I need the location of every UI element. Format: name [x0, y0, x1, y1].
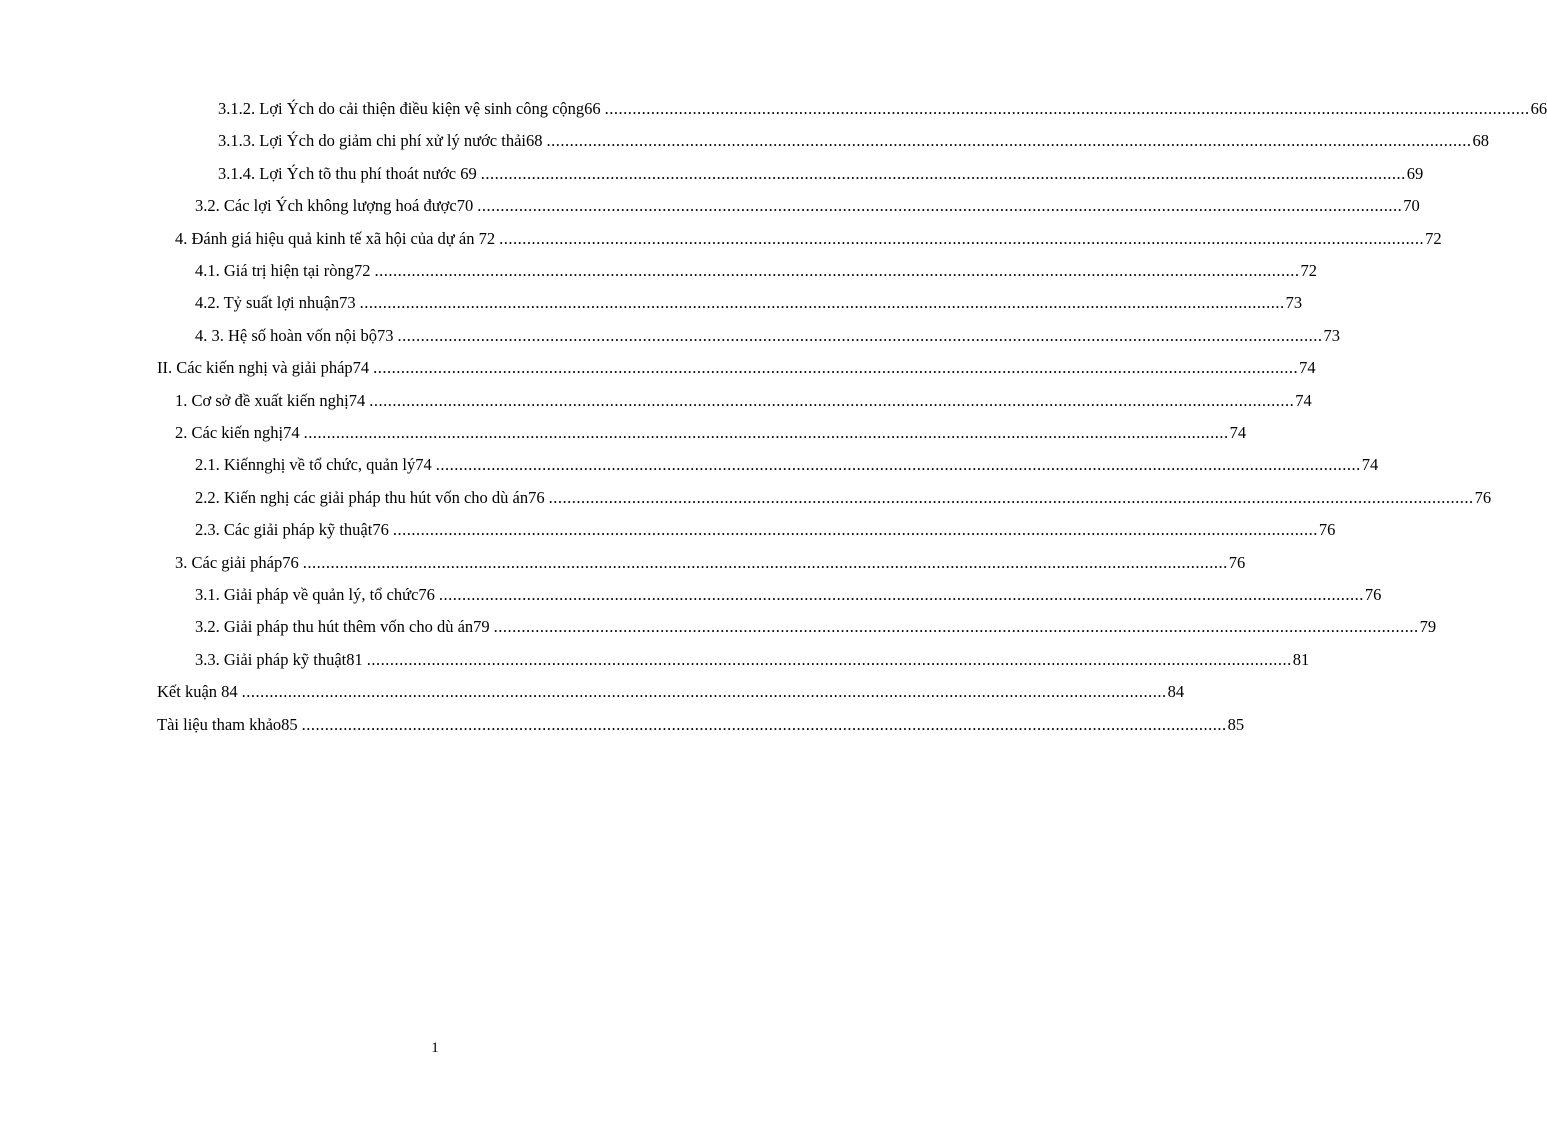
toc-entry[interactable]	[195, 515, 1336, 545]
toc-dot-leader: ........................................................................................................................................................................................................	[493, 617, 1419, 637]
toc-entry-page: 74	[1229, 423, 1247, 442]
toc-entry-page: 74	[1299, 358, 1316, 378]
toc-dot-leader: ........................................................................................................................................................................................................	[373, 358, 1299, 378]
toc-entry[interactable]	[218, 159, 1424, 189]
toc-entry[interactable]	[195, 321, 1340, 351]
toc-entry-title: 3.3. Giải pháp kỹ thuật81	[195, 649, 363, 669]
toc-dot-leader: ........................................................................................................................................................................................................	[392, 520, 1318, 540]
toc-entry-page: 76	[1318, 520, 1336, 540]
toc-entry[interactable]	[195, 483, 1492, 513]
toc-entry-title: 3.1.4. Lợi Ých tõ thu phí thoát nước 69	[218, 163, 477, 183]
toc-entry-page: 73	[1285, 293, 1303, 313]
toc-entry-title: 3.1.3. Lợi Ých do giảm chi phí xử lý nước thải68	[218, 131, 543, 151]
toc-entry-title: 4. Đánh giá hiệu quả kinh tế xã hội của dự án 72	[175, 228, 496, 248]
toc-entry[interactable]	[218, 126, 1489, 156]
toc-dot-leader: ........................................................................................................................................................................................................	[546, 131, 1472, 151]
toc-entry[interactable]	[218, 94, 1547, 124]
toc-entry[interactable]	[195, 450, 1379, 480]
toc-dot-leader: ........................................................................................................................................................................................................	[499, 228, 1425, 248]
toc-entry-title: Tài liệu tham khảo85	[157, 714, 298, 734]
toc-dot-leader: ........................................................................................................................................................................................................	[548, 487, 1474, 507]
toc-entry[interactable]	[175, 224, 1442, 254]
toc-dot-leader: ........................................................................................................................................................................................................	[302, 552, 1228, 572]
toc-dot-leader: ........................................................................................................................................................................................................	[301, 714, 1227, 734]
toc-entry-title: Kết kuận 84	[157, 682, 238, 702]
toc-entry-page: 79	[1419, 617, 1437, 637]
toc-entry[interactable]	[175, 418, 1247, 448]
toc-dot-leader: ........................................................................................................................................................................................................	[604, 99, 1530, 118]
toc-entry[interactable]	[195, 256, 1318, 286]
toc-entry[interactable]	[195, 191, 1420, 221]
toc-entry-page: 74	[1295, 390, 1312, 410]
toc-entry-title: II. Các kiến nghị và giải pháp74	[157, 358, 370, 378]
toc-entry-page: 74	[1361, 455, 1379, 475]
toc-dot-leader: ........................................................................................................................................................................................................	[359, 293, 1285, 313]
toc-entry[interactable]	[195, 612, 1437, 642]
toc-entry-page: 76	[1364, 585, 1382, 604]
toc-dot-leader: ........................................................................................................................................................................................................	[303, 423, 1229, 442]
toc-dot-leader: ........................................................................................................................................................................................................	[397, 325, 1323, 345]
toc-dot-leader: ........................................................................................................................................................................................................	[374, 261, 1300, 280]
toc-entry[interactable]	[175, 548, 1246, 578]
toc-entry-title: 3.1. Giải pháp về quản lý, tổ chức76	[195, 585, 435, 604]
toc-entry-page: 66	[1530, 99, 1547, 118]
toc-entry-title: 2.2. Kiến nghị các giải pháp thu hút vốn cho dù án76	[195, 487, 545, 507]
toc-entry-title: 4. 3. Hệ số hoàn vốn nội bộ73	[195, 325, 394, 345]
toc-dot-leader: ........................................................................................................................................................................................................	[438, 585, 1364, 604]
toc-entry-page: 76	[1228, 552, 1246, 572]
toc-entry[interactable]	[157, 353, 1316, 383]
page-number: 1	[431, 1040, 439, 1056]
toc-entry-page: 72	[1300, 261, 1318, 280]
toc-dot-leader: ........................................................................................................................................................................................................	[369, 390, 1295, 410]
toc-entry-title: 4.1. Giá trị hiện tại ròng72	[195, 261, 371, 280]
toc-dot-leader: ........................................................................................................................................................................................................	[241, 682, 1167, 702]
toc-entry-title: 3.1.2. Lợi Ých do cải thiện điều kiện vệ sinh công cộng66	[218, 99, 601, 118]
toc-entry-title: 3.2. Giải pháp thu hút thêm vốn cho dù án79	[195, 617, 490, 637]
toc-entry-title: 1. Cơ sở đề xuất kiến nghị74	[175, 390, 366, 410]
toc-entry[interactable]	[195, 288, 1303, 318]
toc-entry-page: 69	[1406, 163, 1424, 183]
toc-entry-title: 3. Các giải pháp76	[175, 552, 299, 572]
toc-entry-title: 2.3. Các giải pháp kỹ thuật76	[195, 520, 389, 540]
toc-entry-page: 70	[1403, 196, 1420, 216]
toc-entry-page: 81	[1292, 649, 1310, 669]
toc-dot-leader: ........................................................................................................................................................................................................	[435, 455, 1361, 475]
toc-entry[interactable]	[157, 677, 1185, 707]
toc-dot-leader: ........................................................................................................................................................................................................	[480, 163, 1406, 183]
toc-dot-leader: ........................................................................................................................................................................................................	[477, 196, 1403, 216]
toc-dot-leader: ........................................................................................................................................................................................................	[366, 649, 1292, 669]
toc-entry-page: 85	[1227, 714, 1245, 734]
toc-entry-title: 4.2. Tỷ suất lợi nhuận73	[195, 293, 356, 313]
toc-entry-title: 3.2. Các lợi Ých không lượng hoá được70	[195, 196, 474, 216]
toc-entry[interactable]	[195, 580, 1382, 610]
toc-entry[interactable]	[195, 645, 1310, 675]
toc-entry-page: 68	[1472, 131, 1489, 151]
toc-entry-page: 84	[1167, 682, 1185, 702]
toc-entry[interactable]	[157, 710, 1245, 740]
toc-entry-page: 72	[1425, 228, 1442, 248]
toc-entry[interactable]	[175, 386, 1312, 416]
toc-entry-page: 76	[1474, 487, 1492, 507]
toc-entry-title: 2.1. Kiếnnghị về tổ chức, quản lý74	[195, 455, 432, 475]
toc-entry-title: 2. Các kiến nghị74	[175, 423, 300, 442]
toc-entry-page: 73	[1323, 325, 1340, 345]
